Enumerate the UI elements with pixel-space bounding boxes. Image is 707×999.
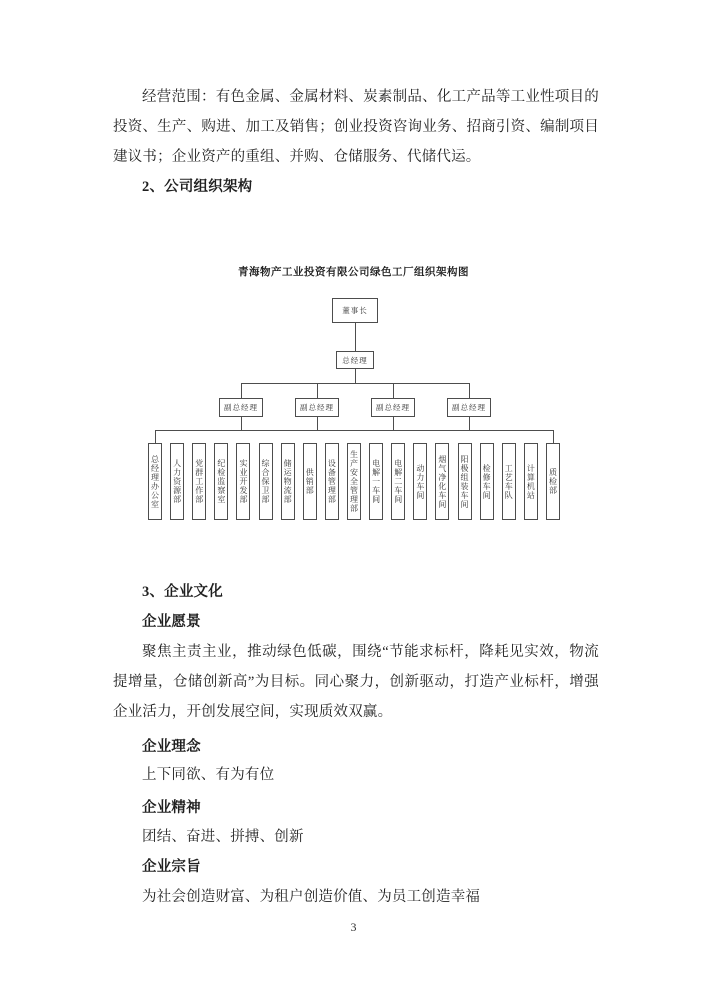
org-dept-box: 实业开发部 [236, 443, 250, 520]
org-dept-box: 工艺车队 [502, 443, 516, 520]
connector-departments-hline [155, 430, 553, 431]
connector-deputies-hline [241, 383, 469, 384]
org-dept-box: 电解二车间 [391, 443, 405, 520]
org-dept-box: 生产安全管理部 [347, 443, 361, 520]
connector-deputy-bottom [469, 417, 470, 430]
org-dept-box: 党群工作部 [192, 443, 206, 520]
vision-heading: 企业愿景 [142, 614, 201, 630]
spirit-text: 团结、奋进、拼搏、创新 [142, 829, 304, 845]
business-scope-paragraph: 经营范围：有色金属、金属材料、炭素制品、化工产品等工业性项目的投资、生产、购进、加工及销售；创业投资咨询业务、招商引资、编制项目建议书；企业资产的重组、并购、仓储服务、代储代运。 [113, 89, 599, 165]
connector-deputy-bottom [241, 417, 242, 430]
connector-left-end [155, 430, 156, 443]
org-dept-box: 设备管理部 [325, 443, 339, 520]
org-node-general-manager: 总经理 [336, 351, 374, 369]
section-heading-2: 2、公司组织架构 [142, 179, 253, 195]
connector-deputy-top [393, 383, 394, 398]
org-node-deputy: 副总经理 [371, 398, 415, 417]
vision-paragraph: 聚焦主责主业，推动绿色低碳，围绕“节能求标杆，降耗见实效，物流提增量，仓储创新高”为目标。同心聚力，创新驱动，打造产业标杆，增强企业活力，开创发展空间，实现质效双赢。 [113, 644, 599, 720]
philosophy-heading: 企业理念 [142, 739, 201, 755]
org-chart-title: 青海物产工业投资有限公司绿色工厂组织架构图 [238, 266, 469, 278]
org-dept-box: 质检部 [546, 443, 560, 520]
org-dept-box: 烟气净化车间 [435, 443, 449, 520]
section-heading-3: 3、企业文化 [142, 584, 223, 600]
org-node-chairman: 董事长 [332, 298, 378, 323]
org-dept-box: 计算机站 [524, 443, 538, 520]
org-dept-box: 纪检监察室 [214, 443, 228, 520]
connector-deputy-bottom [317, 417, 318, 430]
org-dept-box: 综合保卫部 [259, 443, 273, 520]
connector-deputy-top [317, 383, 318, 398]
org-node-deputy: 副总经理 [219, 398, 263, 417]
org-node-deputy: 副总经理 [447, 398, 491, 417]
philosophy-text: 上下同欲、有为有位 [142, 767, 275, 783]
page-number: 3 [350, 920, 357, 934]
connector-chairman-gm [355, 323, 356, 351]
org-chart [0, 250, 707, 580]
connector-right-end [553, 430, 554, 443]
connector-gm-down [355, 369, 356, 383]
spirit-heading: 企业精神 [142, 800, 201, 816]
org-dept-box: 供销部 [303, 443, 317, 520]
org-deputies-row [219, 398, 491, 417]
connector-deputy-bottom [393, 417, 394, 430]
org-dept-box: 阳极组装车间 [458, 443, 472, 520]
org-dept-box: 检修车间 [480, 443, 494, 520]
purpose-text: 为社会创造财富、为租户创造价值、为员工创造幸福 [142, 889, 481, 905]
org-dept-box: 动力车间 [413, 443, 427, 520]
org-dept-box: 人力资源部 [170, 443, 184, 520]
org-departments-row [148, 443, 560, 520]
org-node-deputy: 副总经理 [295, 398, 339, 417]
org-dept-box: 电解一车间 [369, 443, 383, 520]
org-dept-box: 总经理办公室 [148, 443, 162, 520]
connector-deputy-top [241, 383, 242, 398]
org-dept-box: 储运物流部 [281, 443, 295, 520]
purpose-heading: 企业宗旨 [142, 859, 201, 875]
connector-deputy-top [469, 383, 470, 398]
